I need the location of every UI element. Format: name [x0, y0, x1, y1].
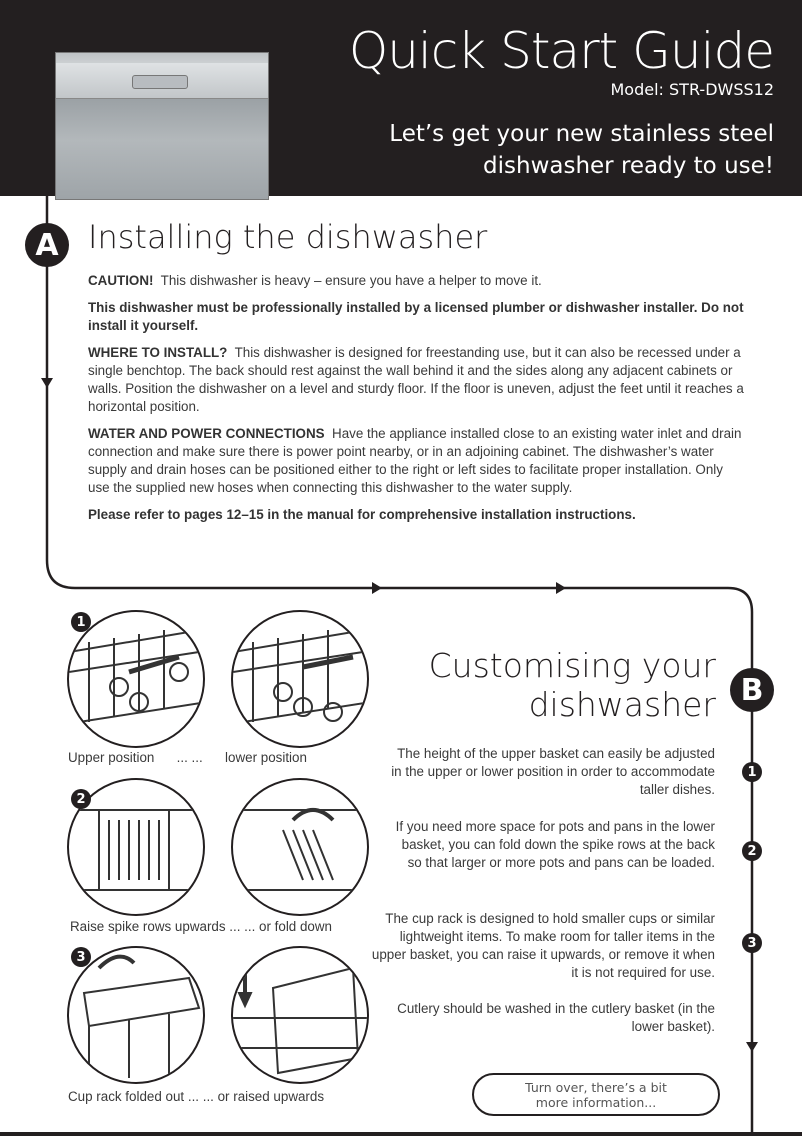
- section-b-badge: B: [730, 668, 774, 712]
- step-3-badge: 3: [71, 947, 91, 967]
- tagline-line-1: Let’s get your new stainless steel: [389, 121, 774, 147]
- water-text: Have the appliance installed close to an existing water inlet and drain connection and make sure there is power point nearby, or in an adjoining cabinet. The dishwasher’s water supply and drain hoses can be positioned either to the right or left sides to facilitate proper installation. Only use the supplied new hoses when connecting this dishwasher to the water supply.: [88, 426, 742, 495]
- step-1-caption: Upper position ... ... lower position: [68, 750, 307, 765]
- arrow-right-icon: [372, 582, 382, 594]
- professional-install-note: This dishwasher must be professionally installed by a licensed plumber or dishwasher installer. Do not install it yourself.: [88, 300, 744, 333]
- turn-over-line-2: more information...: [535, 1095, 657, 1110]
- arrow-right-icon: [556, 582, 566, 594]
- step-2-text: If you need more space for pots and pans in the lower basket, you can fold down the spike rows at the back so that larger or more pots and pans can be loaded.: [395, 819, 715, 870]
- page-title: Quick Start Guide: [348, 22, 774, 80]
- install-text: [88, 272, 748, 533]
- cup-rack-out-illustration: [67, 946, 205, 1084]
- cup-rack-raised-illustration: [231, 946, 369, 1084]
- where-text: This dishwasher is designed for freestanding use, but it can also be recessed under a single benchtop. The back should rest against the wall behind it and the sides along any adjacent cabinets or walls. Position the dishwasher on a level and sturdy floor. If the floor is uneven, adjust the feet until it reaches a horizontal position.: [88, 345, 744, 414]
- manual-reference: Please refer to pages 12–15 in the manual for comprehensive installation instructions.: [88, 507, 636, 522]
- section-b-heading: [429, 646, 716, 724]
- heading-line-1: Customising your: [428, 646, 716, 685]
- fold-down-spikes-illustration: [231, 778, 369, 916]
- model-number: Model: STR-DWSS12: [610, 80, 774, 99]
- step-3-caption: Cup rack folded out ... ... or raised upwards: [68, 1089, 325, 1104]
- turn-over-note: [472, 1073, 720, 1116]
- caution-label: CAUTION!: [88, 273, 154, 288]
- tagline-line-2: dishwasher ready to use!: [483, 153, 774, 179]
- upper-position-illustration: [67, 610, 205, 748]
- section-a-heading: Installing the dishwasher: [88, 218, 488, 256]
- cutlery-text: Cutlery should be washed in the cutlery basket (in the lower basket).: [397, 1001, 715, 1034]
- caution-text: This dishwasher is heavy – ensure you have a helper to move it.: [160, 273, 542, 288]
- arrow-down-icon: [41, 378, 53, 388]
- lower-position-illustration: [231, 610, 369, 748]
- heading-line-2: dishwasher: [528, 685, 716, 724]
- footer-rule: [0, 1132, 802, 1136]
- section-a-badge: A: [25, 223, 69, 267]
- turn-over-line-1: Turn over, there’s a bit: [525, 1080, 667, 1095]
- where-label: WHERE TO INSTALL?: [88, 345, 228, 360]
- arrow-down-icon: [746, 1042, 758, 1052]
- step-3-text: The cup rack is designed to hold smaller cups or similar lightweight items. To make room for taller items in the upper basket, you can raise it upwards, or remove it when it is not required for use.: [371, 911, 715, 980]
- step-2-badge: 2: [71, 789, 91, 809]
- water-label: WATER AND POWER CONNECTIONS: [88, 426, 325, 441]
- step-1-marker: 1: [742, 762, 762, 782]
- step-1-text: The height of the upper basket can easily be adjusted in the upper or lower position in order to accommodate taller dishes.: [391, 746, 715, 797]
- step-3-marker: 3: [742, 933, 762, 953]
- step-1-badge: 1: [71, 612, 91, 632]
- step-2-caption: Raise spike rows upwards ... ... or fold down: [70, 919, 332, 934]
- step-2-marker: 2: [742, 841, 762, 861]
